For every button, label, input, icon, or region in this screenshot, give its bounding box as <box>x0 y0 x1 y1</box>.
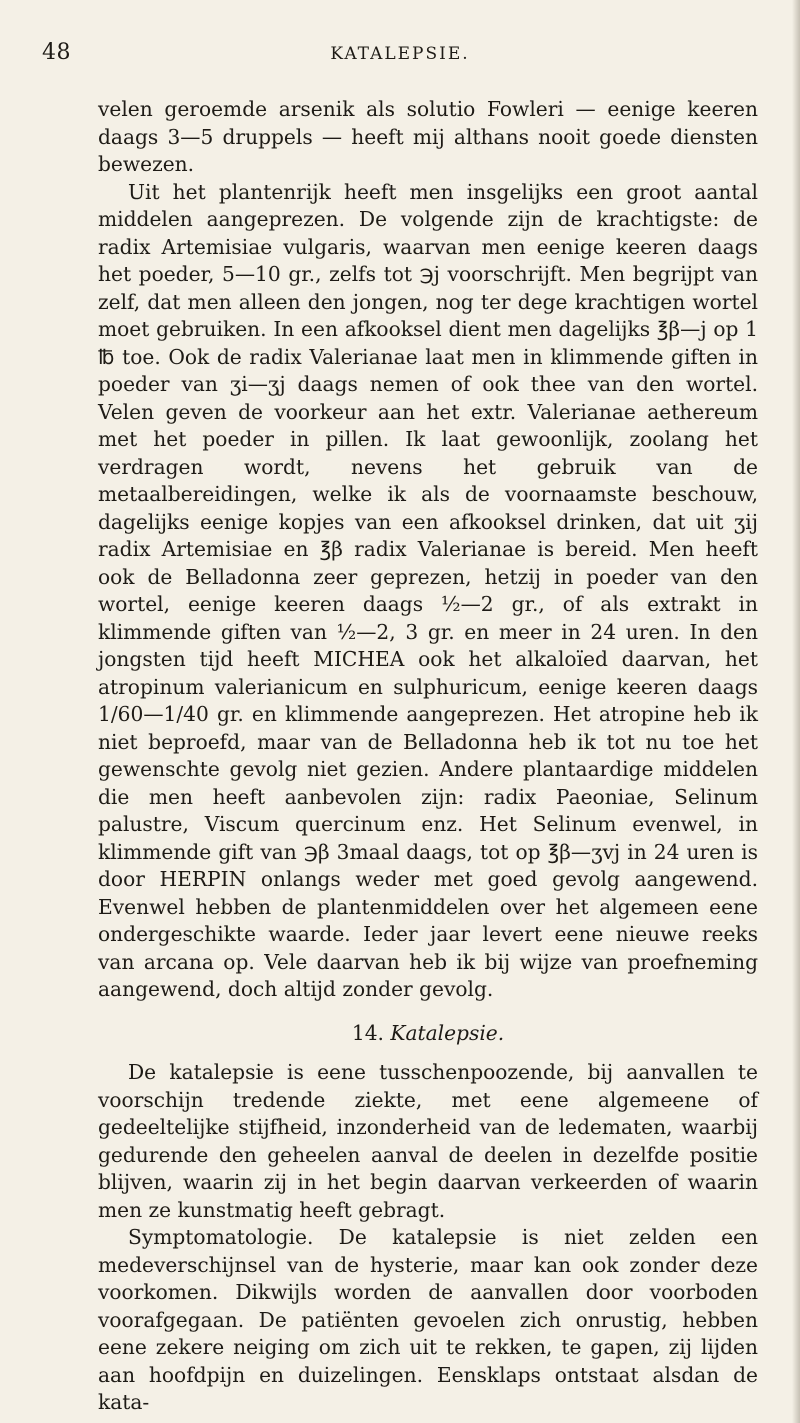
paragraph-plant-remedies: Uit het plantenrijk heeft men insgelijks een groot aantal middelen aangeprezen. De volgende zijn de krachtigste: de radix Artemisiae vulgaris, waarvan men eenige keeren daags het poeder, 5—10 gr., zelfs tot ℈j voorschrijft. Men begrijpt van zelf, dat men alleen den jongen, nog ter dege krachtigen wortel moet gebruiken. In een afkooksel dient men dagelijks ℥β—j op 1 ℔ toe. Ook de radix Valerianae laat men in klimmende giften in poeder van ʒi—ʒj daags nemen of ook thee van den wortel. Velen geven de voorkeur aan het extr. Valerianae aethereum met het poeder in pillen. Ik laat gewoonlijk, zoolang het verdragen wordt, nevens het gebruik van de metaalbereidingen, welke ik als de voornaamste beschouw, dagelijks eenige kopjes van een afkooksel drinken, dat uit ʒij radix Artemisiae en ℥β radix Valerianae is bereid. Men heeft ook de Belladonna zeer geprezen, hetzij in poeder van den wortel, eenige keeren daags ½—2 gr., of als extrakt in klimmende giften van ½—2, 3 gr. en meer in 24 uren. In den jongsten tijd heeft MICHEA ook het alkaloïed daarvan, het atropinum valerianicum en sulphuricum, eenige keeren daags 1/60—1/40 gr. en klimmende aangeprezen. Het atropine heb ik niet beproefd, maar van de Belladonna heb ik tot nu toe het gewenschte gevolg niet gezien. Andere plantaardige middelen die men heeft aanbevolen zijn: radix Paeoniae, Selinum palustre, Viscum quercinum enz. Het Selinum evenwel, in klimmende gift van ℈β 3maal daags, tot op ℥β—ʒvj in 24 uren is door HERPIN onlangs weder met goed gevolg aangewend. Evenwel hebben de plantenmiddelen over het algemeen eene ondergeschikte waarde. Ieder jaar levert eene nieuwe reeks van arcana op. Vele daarvan heb ik bij wijze van proefneming aangewend, doch altijd zonder gevolg. <box>98 179 758 1001</box>
paragraph-symptomatology: Symptomatologie. De katalepsie is niet zelden een medeverschijnsel van de hysterie, maar kan ook zonder deze voorkomen. Dikwijls worden de aanvallen door voorboden voorafgegaan. De patiënten gevoelen zich onrustig, hebben eene zekere neiging om zich uit te rekken, te gapen, zij lijden aan hoofdpijn en duizelingen. Eensklaps ontstaat alsdan de kata- <box>98 1225 758 1414</box>
page-edge-shadow <box>792 0 800 1423</box>
running-title: KATALEPSIE. <box>330 44 470 64</box>
section-title: Katalepsie. <box>390 1020 505 1045</box>
page-number: 48 <box>42 40 71 65</box>
section-number: 14. <box>351 1020 384 1045</box>
body-text <box>98 96 758 1417</box>
section-heading <box>98 1020 758 1048</box>
paragraph-arsenic-end: velen geroemde arsenik als solutio Fowleri — eenige keeren daags 3—5 druppels — heeft mij althans nooit goede diensten bewezen. <box>98 97 758 176</box>
paragraph-definition: De katalepsie is eene tusschenpoozende, bij aanvallen te voorschijn tredende ziekte, met eene algemeene of gedeeltelijke stijfheid, inzonderheid van de ledematen, waarbij gedurende den geheelen aanval de deelen in dezelfde positie blijven, waarin zij in het begin daarvan verkeerden of waarin men ze kunstmatig heeft gebragt. <box>98 1060 758 1222</box>
